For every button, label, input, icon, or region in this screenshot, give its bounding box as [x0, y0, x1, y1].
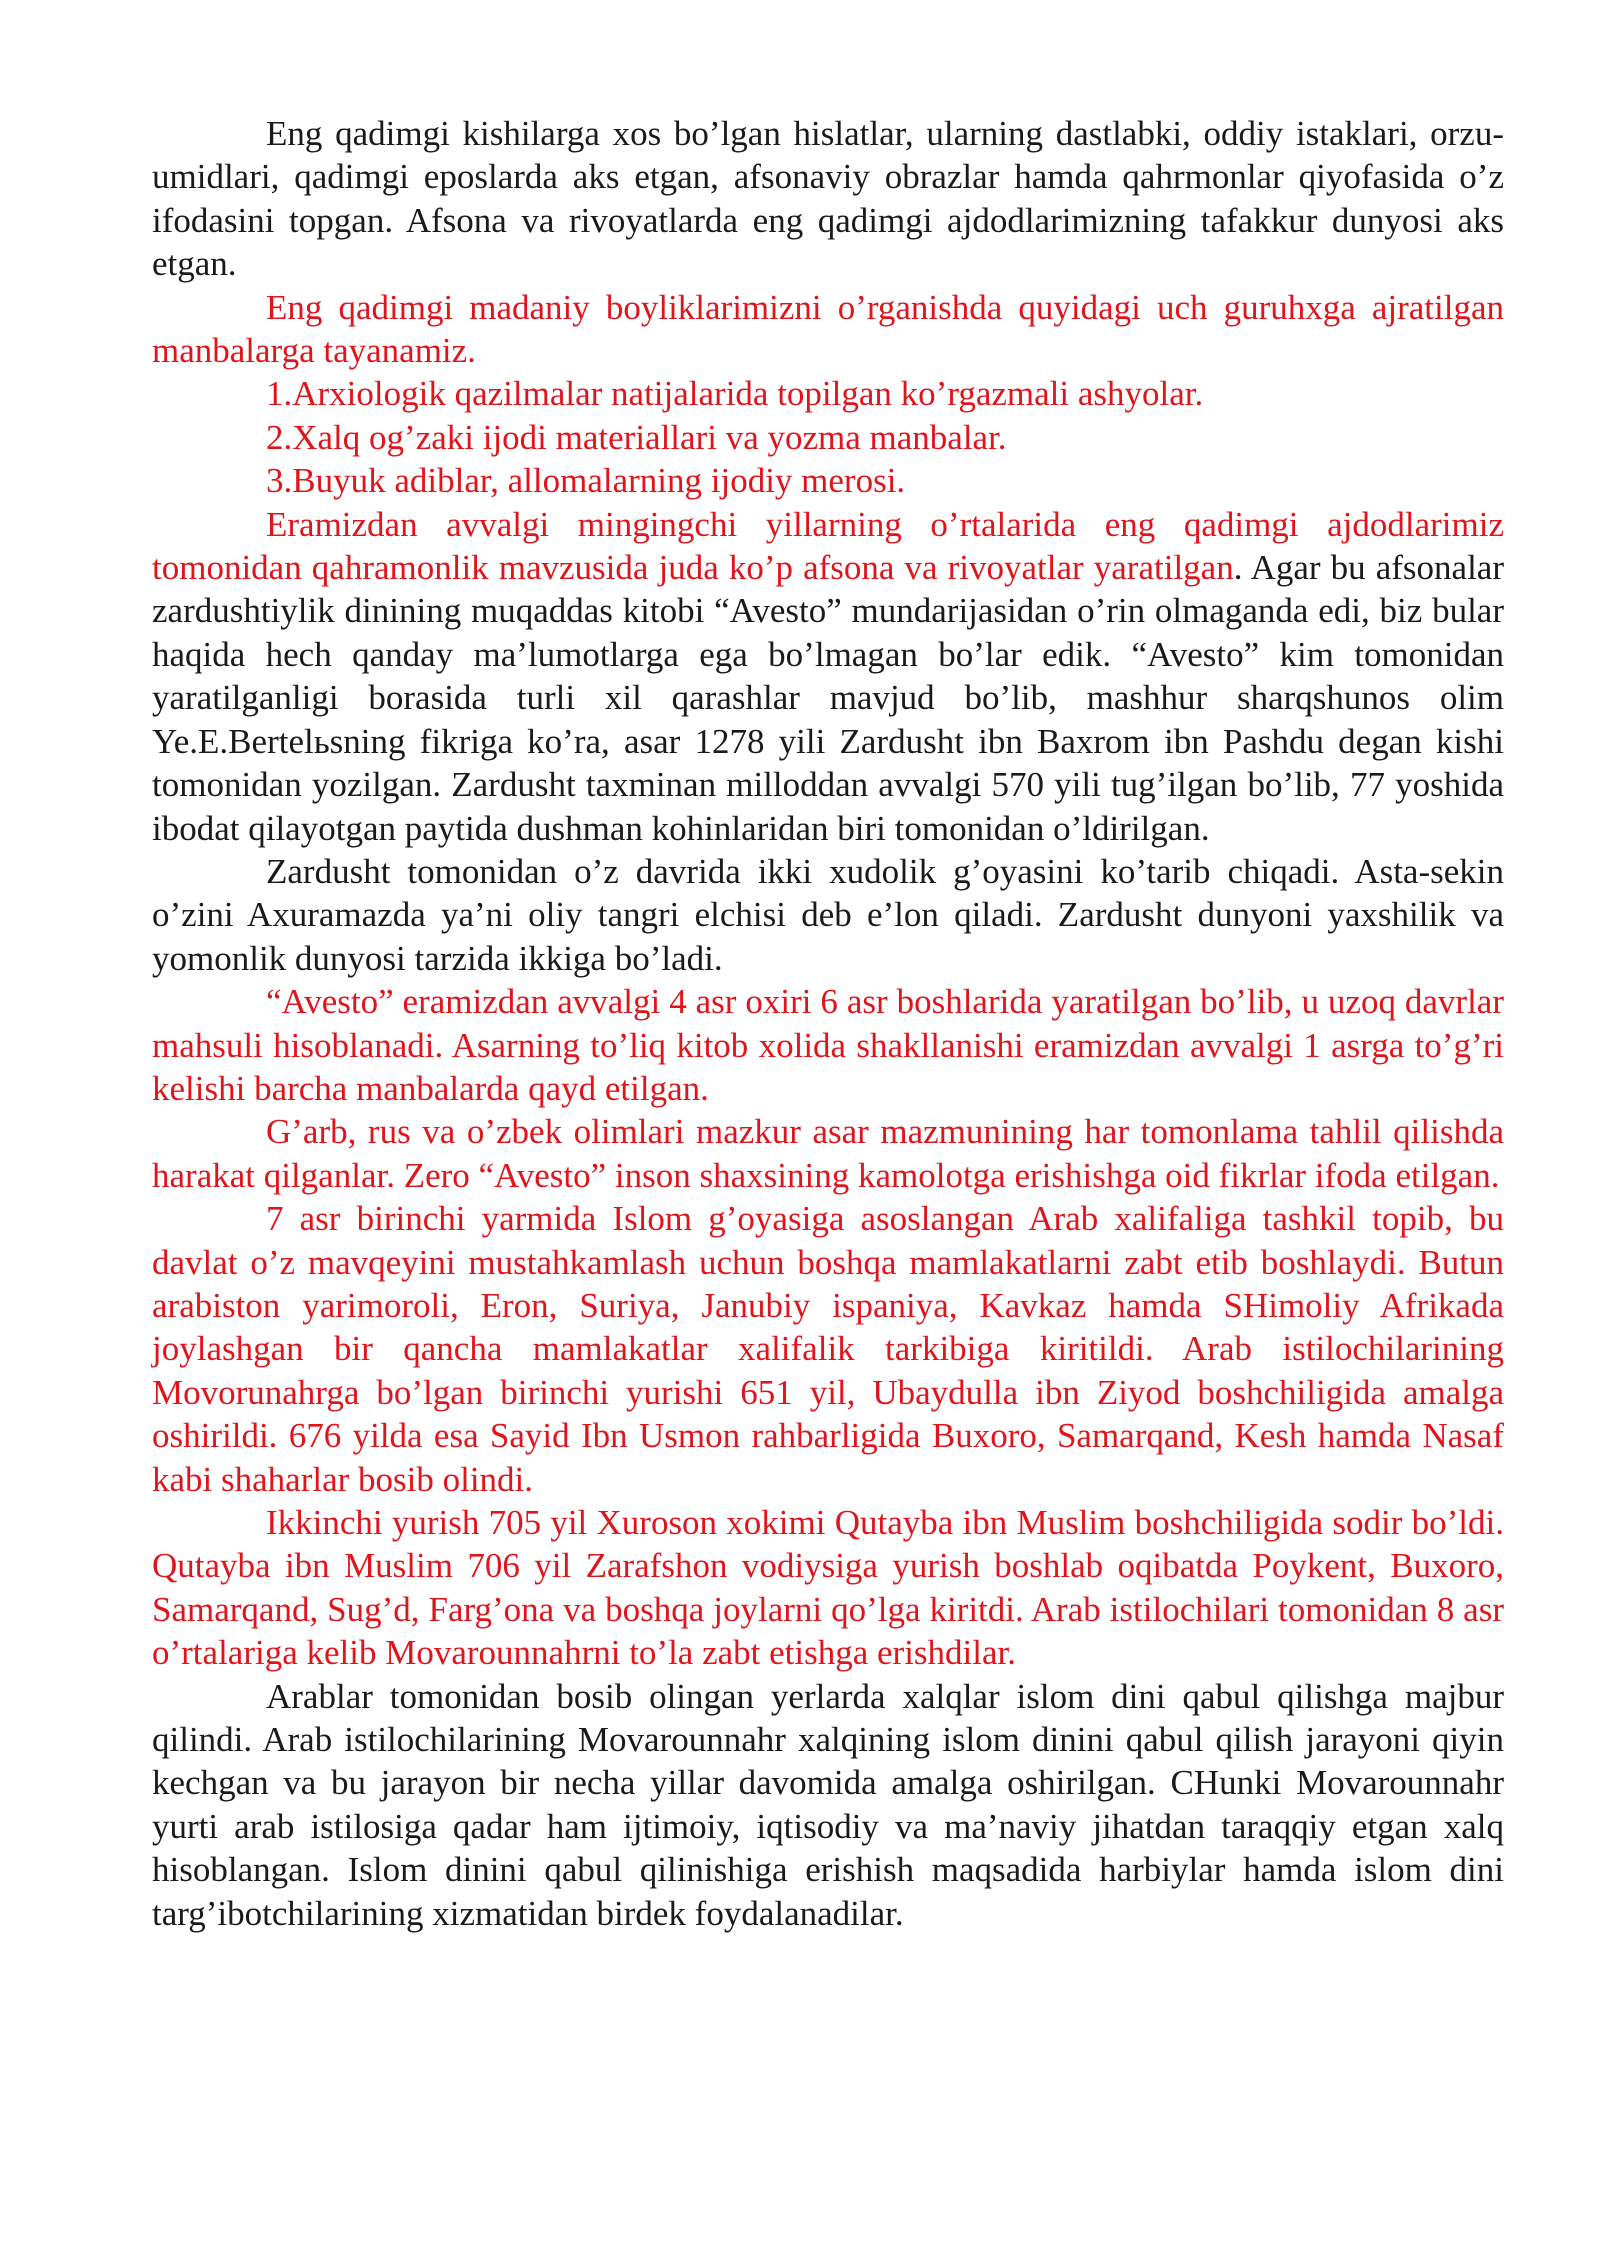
paragraph-2: Eng qadimgi madaniy boyliklarimizni o’rganishda quyidagi uch guruhxga ajratilgan manbalarga tayanamiz. [152, 287, 1504, 371]
paragraph-5: “Avesto” eramizdan avvalgi 4 asr oxiri 6 asr boshlarida yaratilgan bo’lib, u uzoq davrlar mahsuli hisoblanadi. Asarning to’liq kitob xolida shakllanishi eramizdan avvalgi 1 asrga to’g’ri kelishi barcha manbalarda qayd etilgan. [152, 982, 1504, 1108]
paragraph-8: Ikkinchi yurish 705 yil Xuroson xokimi Qutayba ibn Muslim boshchiligida sodir bo’ldi. Qutayba ibn Muslim 706 yil Zarafshon vodiysiga yurish boshlab oqibatda Poykent, Buxoro, Samarqand, Sug’d, Farg’ona va boshqa joylarni qo’lga kiritdi. Arab istilochilari tomonidan 8 asr o’rtalariga kelib Movarounnahrni to’la zabt etishga erishdilar. [152, 1503, 1504, 1673]
list-item-3: 3.Buyuk adiblar, allomalarning ijodiy merosi. [266, 461, 906, 501]
list-item-2: 2.Xalq og’zaki ijodi materiallari va yozma manbalar. [266, 417, 1007, 457]
paragraph-4: Zardusht tomonidan o’z davrida ikki xudolik g’oyasini ko’tarib chiqadi. Asta-sekin o’zini Axuramazda ya’ni oliy tangri elchisi deb e’lon qiladi. Zardusht dunyoni yaxshilik va yomonlik dunyosi tarzida ikkiga bo’ladi. [152, 851, 1504, 978]
document-page [152, 112, 1504, 1935]
paragraph-9: Arablar tomonidan bosib olingan yerlarda xalqlar islom dini qabul qilishga majbur qilindi. Arab istilochilarining Movarounnahr xalqining islom dinini qabul qilish jarayoni qiyin kechgan va bu jarayon bir necha yillar davomida amalga oshirilgan. CHunki Movarounnahr yurti arab istilosiga qadar ham ijtimoiy, iqtisodiy va ma’naviy jihatdan taraqqiy etgan xalq hisoblangan. Islom dinini qabul qilinishiga erishish maqsadida harbiylar hamda islom dini targ’ibotchilarining xizmatidan birdek foydalanadilar. [152, 1676, 1504, 1933]
paragraph-3 [152, 503, 1504, 850]
paragraph-3-highlight: Eramizdan avvalgi mingingchi yillarning o’rtalarida eng qadimgi ajdodlarimiz tomonidan qahramonlik mavzusida juda ko’p afsona va rivoyatlar yaratilgan [152, 504, 1504, 588]
list-item-1: 1.Arxiologik qazilmalar natijalarida topilgan ko’rgazmali ashyolar. [266, 374, 1204, 414]
paragraph-1: Eng qadimgi kishilarga xos bo’lgan hislatlar, ularning dastlabki, oddiy istaklari, orzu-umidlari, qadimgi eposlarda aks etgan, afsonaviy obrazlar hamda qahrmonlar qiyofasida o’z ifodasini topgan. Afsona va rivoyatlarda eng qadimgi ajdodlarimizning tafakkur dunyosi aks etgan. [152, 114, 1504, 284]
paragraph-3-text: . Agar bu afsonalar zardushtiylik dinining muqaddas kitobi “Avesto” mundarijasidan o’rin olmaganda edi, biz bular haqida hech qanday ma’lumotlarga ega bo’lmagan bo’lar edik. “Avesto” kim tomonidan yaratilganligi borasida turli xil qarashlar mavjud bo’lib, mashhur sharqshunos olim Ye.E.Bertelьsning fikriga ko’ra, asar 1278 yili Zardusht ibn Baxrom ibn Pashdu degan kishi tomonidan yozilgan. Zardusht taxminan milloddan avvalgi 570 yili tug’ilgan bo’lib, 77 yoshida ibodat qilayotgan paytida dushman kohinlaridan biri tomonidan o’ldirilgan. [152, 548, 1504, 848]
paragraph-7: 7 asr birinchi yarmida Islom g’oyasiga asoslangan Arab xalifaliga tashkil topib, bu davlat o’z mavqeyini mustahkamlash uchun boshqa mamlakatlarni zabt etib boshlaydi. Butun arabiston yarimoroli, Eron, Suriya, Janubiy ispaniya, Kavkaz hamda SHimoliy Afrikada joylashgan bir qancha mamlakatlar xalifalik tarkibiga kiritildi. Arab istilochilarining Movorunahrga bo’lgan birinchi yurishi 651 yil, Ubaydulla ibn Ziyod boshchiligida amalga oshirildi. 676 yilda esa Sayid Ibn Usmon rahbarligida Buxoro, Samarqand, Kesh hamda Nasaf kabi shaharlar bosib olindi. [152, 1199, 1504, 1499]
paragraph-6: G’arb, rus va o’zbek olimlari mazkur asar mazmunining har tomonlama tahlil qilishda harakat qilganlar. Zero “Avesto” inson shaxsining kamolotga erishishga oid fikrlar ifoda etilgan. [152, 1112, 1504, 1195]
